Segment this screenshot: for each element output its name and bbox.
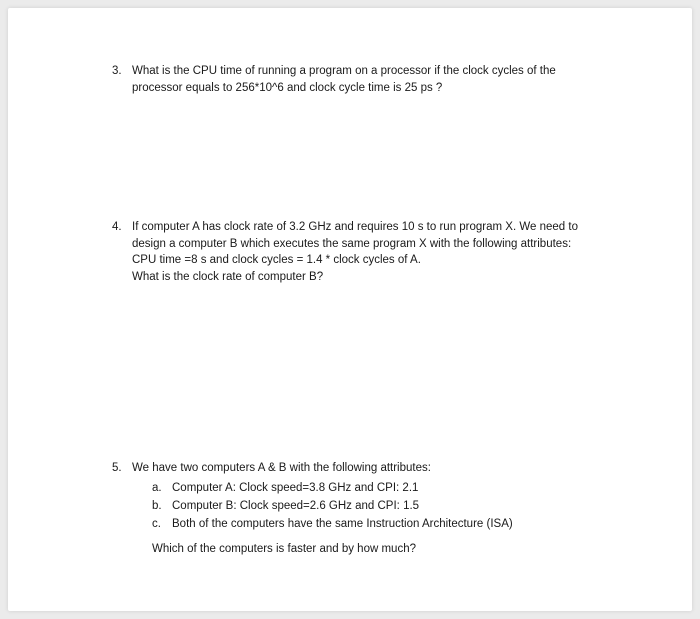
document-page (8, 8, 692, 611)
question-text-line: If computer A has clock rate of 3.2 GHz and requires 10 s to run program X. We need to (132, 221, 578, 233)
question-prompt: Which of the computers is faster and by how much? (152, 543, 416, 555)
question-text-line: What is the clock rate of computer B? (132, 270, 324, 283)
list-item-text: Computer B: Clock speed=2.6 GHz and CPI: 1.5 (172, 500, 420, 512)
question-number: 5. (112, 462, 122, 474)
question-number: 3. (112, 65, 122, 77)
question-text-line: design a computer B which executes the same program X with the following attributes: (132, 237, 572, 250)
list-item-letter: c. (152, 518, 161, 530)
list-item-letter: b. (152, 500, 162, 512)
question-text-line: processor equals to 256*10^6 and clock cycle time is 25 ps ? (132, 81, 443, 94)
list-item-letter: a. (152, 482, 162, 494)
list-item-text: Computer A: Clock speed=3.8 GHz and CPI: 2.1 (172, 482, 419, 494)
question-number: 4. (112, 221, 122, 233)
question-intro: We have two computers A & B with the following attributes: (132, 462, 431, 474)
question-4 (112, 219, 632, 285)
question-text-line: What is the CPU time of running a program on a processor if the clock cycles of the (132, 65, 556, 77)
question-3 (112, 63, 632, 96)
list-item-text: Both of the computers have the same Instruction Architecture (ISA) (172, 518, 513, 530)
question-text-line: CPU time =8 s and clock cycles = 1.4 * clock cycles of A. (132, 254, 421, 266)
question-5 (112, 460, 632, 555)
